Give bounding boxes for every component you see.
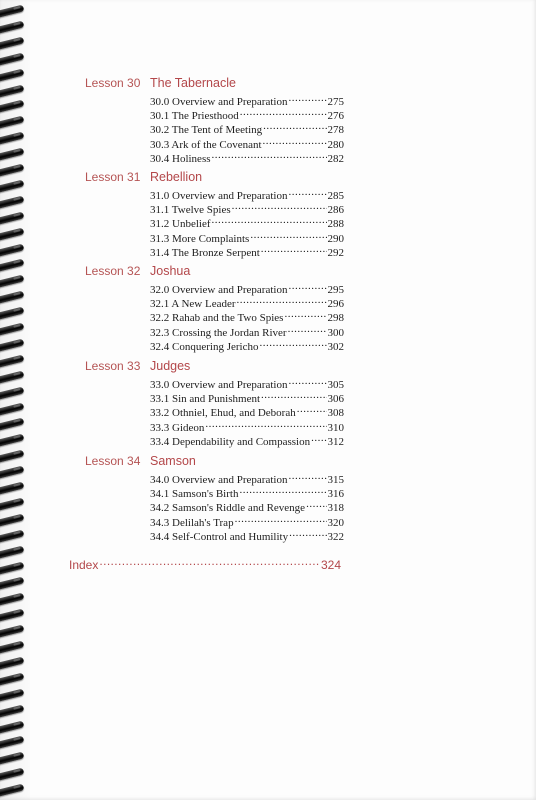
toc-entry-page-number: 298 xyxy=(327,312,344,325)
dot-leader xyxy=(288,323,327,336)
toc-entry-page-number: 286 xyxy=(327,204,344,217)
toc-entry[interactable] xyxy=(150,106,344,123)
toc-entry-page-number: 280 xyxy=(327,138,344,151)
toc-entry-title: 32.0 Overview and Preparation xyxy=(150,284,288,296)
toc-entry[interactable] xyxy=(150,375,344,391)
toc-entry-title: 30.4 Holiness xyxy=(150,152,211,165)
lesson-title[interactable]: Samson xyxy=(150,454,196,468)
toc-entry[interactable] xyxy=(150,120,344,137)
toc-entry[interactable] xyxy=(150,513,344,529)
dot-leader xyxy=(263,135,327,148)
toc-entry-title: 34.2 Samson's Riddle and Revenge xyxy=(150,502,306,515)
toc-entry[interactable] xyxy=(150,186,344,202)
toc-entry-page-number: 315 xyxy=(327,474,344,486)
toc-entry-page-number: 276 xyxy=(327,110,344,123)
toc-entry[interactable] xyxy=(150,337,344,353)
toc-entry-title: 34.0 Overview and Preparation xyxy=(150,474,288,486)
toc-entry-title: 30.2 The Tent of Meeting xyxy=(150,124,263,137)
toc-entry[interactable] xyxy=(150,498,344,515)
toc-entry-title: 32.3 Crossing the Jordan River xyxy=(150,326,287,339)
dot-leader xyxy=(288,92,326,105)
toc-entry-page-number: 312 xyxy=(327,435,344,448)
toc-entry-page-number: 310 xyxy=(327,421,344,434)
dot-leader xyxy=(289,527,326,540)
lesson-label: Lesson 31 xyxy=(85,170,141,184)
toc-entry-title: 31.0 Overview and Preparation xyxy=(150,190,288,202)
dot-leader xyxy=(306,498,326,511)
toc-entry-title: 31.3 More Complaints xyxy=(150,232,250,245)
toc-entry-page-number: 316 xyxy=(327,488,344,501)
toc-entry-page-number: 290 xyxy=(327,232,344,245)
toc-entry-page-number: 300 xyxy=(327,326,344,339)
toc-entry-title: 31.4 The Bronze Serpent xyxy=(150,246,260,259)
dot-leader xyxy=(240,106,327,119)
lesson-title[interactable]: Rebellion xyxy=(150,170,203,184)
toc-entry[interactable] xyxy=(150,432,344,448)
toc-entry-page-number: 288 xyxy=(327,218,344,231)
dot-leader xyxy=(239,484,326,497)
toc-entry[interactable] xyxy=(150,484,344,501)
dot-leader xyxy=(250,229,326,242)
toc-entry-page-number: 295 xyxy=(327,284,344,296)
toc-entry[interactable] xyxy=(150,214,344,231)
toc-entry-title: 34.1 Samson's Birth xyxy=(150,488,239,501)
toc-entry-title: 33.1 Sin and Punishment xyxy=(150,393,261,406)
dot-leader xyxy=(261,243,327,256)
dot-leader xyxy=(288,186,326,199)
toc-entry-page-number: 305 xyxy=(327,379,344,391)
toc-entry-title: 34.4 Self-Control and Humility xyxy=(150,530,289,543)
toc-entry[interactable] xyxy=(150,200,344,217)
dot-leader xyxy=(288,280,326,293)
toc-entry[interactable] xyxy=(150,527,344,543)
lesson-label: Lesson 33 xyxy=(85,359,141,373)
toc-entry[interactable] xyxy=(150,323,344,339)
toc-entry[interactable] xyxy=(150,403,344,420)
dot-leader xyxy=(99,555,320,569)
toc-entry-page-number: 308 xyxy=(327,407,344,420)
toc-entry[interactable] xyxy=(150,92,344,108)
dot-leader xyxy=(211,214,326,227)
toc-entry-page-number: 302 xyxy=(327,340,344,353)
dot-leader xyxy=(259,337,326,350)
toc-entry-page-number: 275 xyxy=(327,96,344,108)
lesson-label: Lesson 30 xyxy=(85,76,141,90)
dot-leader xyxy=(284,308,326,321)
toc-entry-title: 34.3 Delilah's Trap xyxy=(150,516,234,529)
toc-entry-title: 33.3 Gideon xyxy=(150,421,205,434)
toc-entry-page-number: 282 xyxy=(327,152,344,165)
lesson-title[interactable]: Joshua xyxy=(150,264,191,278)
lesson-label: Lesson 32 xyxy=(85,264,141,278)
dot-leader xyxy=(261,389,326,402)
toc-entry-title: 30.0 Overview and Preparation xyxy=(150,96,288,108)
toc-entry-page-number: 278 xyxy=(327,124,344,137)
toc-entry-title: 30.3 Ark of the Covenant xyxy=(150,138,262,151)
toc-entry-title: 33.0 Overview and Preparation xyxy=(150,379,288,391)
toc-entry[interactable] xyxy=(150,229,344,245)
toc-entry[interactable] xyxy=(150,135,344,151)
toc-entry-page-number: 292 xyxy=(327,246,344,259)
dot-leader xyxy=(311,432,326,445)
toc-entry-page-number: 320 xyxy=(327,516,344,529)
toc-entry[interactable] xyxy=(150,470,344,486)
toc-entry-page-number: 306 xyxy=(327,393,344,406)
lesson-label: Lesson 34 xyxy=(85,454,141,468)
index-page-number: 324 xyxy=(320,558,341,572)
toc-entry[interactable] xyxy=(150,243,344,259)
toc-entry[interactable] xyxy=(150,280,344,296)
toc-entry-title: 33.2 Othniel, Ehud, and Deborah xyxy=(150,407,296,420)
toc-entry-title: 31.1 Twelve Spies xyxy=(150,204,231,217)
lesson-title[interactable]: Judges xyxy=(150,359,191,373)
toc-entry-title: 32.1 A New Leader xyxy=(150,298,236,311)
dot-leader xyxy=(263,120,326,133)
toc-entry[interactable] xyxy=(150,149,344,165)
toc-entry-title: 32.2 Rahab and the Two Spies xyxy=(150,312,284,325)
toc-entry[interactable] xyxy=(150,418,344,434)
dot-leader xyxy=(212,149,327,162)
index-label: Index xyxy=(69,558,99,572)
toc-entry[interactable] xyxy=(150,294,344,311)
lesson-title[interactable]: The Tabernacle xyxy=(150,76,236,90)
dot-leader xyxy=(288,375,326,388)
dot-leader xyxy=(235,513,327,526)
toc-entry-title: 32.4 Conquering Jericho xyxy=(150,340,259,353)
toc-entry[interactable] xyxy=(150,308,344,325)
index-entry[interactable] xyxy=(69,555,341,572)
dot-leader xyxy=(288,470,326,483)
toc-entry-page-number: 322 xyxy=(327,530,344,543)
toc-entry-title: 31.2 Unbelief xyxy=(150,218,211,231)
dot-leader xyxy=(232,200,327,213)
toc-entry-title: 30.1 The Priesthood xyxy=(150,110,239,123)
toc-entry-page-number: 285 xyxy=(327,190,344,202)
dot-leader xyxy=(237,294,327,307)
dot-leader xyxy=(297,403,327,416)
toc-entry-title: 33.4 Dependability and Compassion xyxy=(150,435,311,448)
toc-entry-page-number: 296 xyxy=(327,298,344,311)
toc-entry[interactable] xyxy=(150,389,344,406)
dot-leader xyxy=(205,418,326,431)
toc-entry-page-number: 318 xyxy=(327,502,344,515)
